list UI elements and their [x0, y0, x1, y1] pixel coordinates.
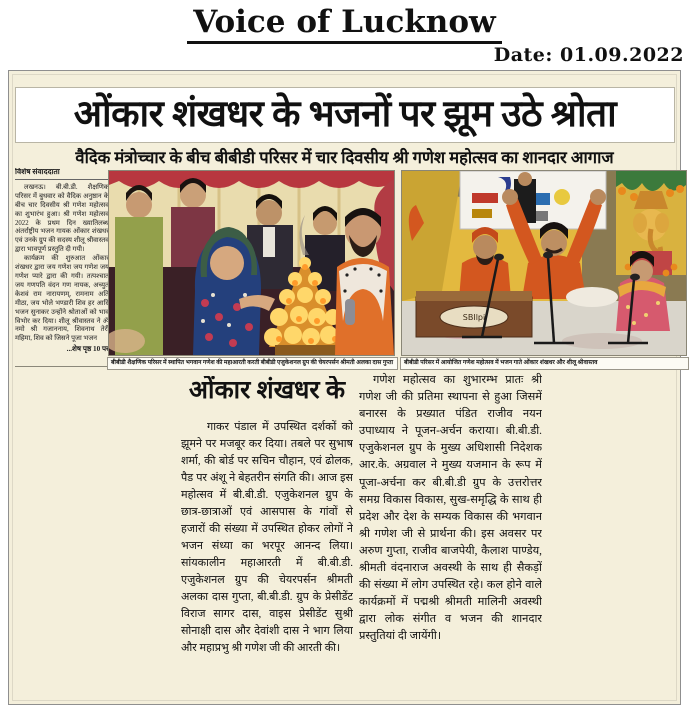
photo-singers-illustration [401, 170, 687, 356]
photo-caption-right: बीबीडी परिसर में आयोजित गणेश महोत्सव में भजन गाते ओंकार शंखधर और शीलू श्रीवास्तव [400, 357, 689, 370]
article-headline: ओंकार शंखधर के भजनों पर झूम उठे श्रोता [73, 93, 617, 135]
photo-aarti [108, 170, 395, 356]
right-column-body: गणेश महोत्सव का शुभारम्भ प्रातः श्री गणेश जी की प्रतिमा स्थापना से हुआ जिसमें बनारस के प्रख्यात पंडित राजीव नयन उपाध्याय ने पूजन-अर्चन कराया। बी.बी.डी. एजुकेशनल ग्रुप के मुख्य अधिशासी निदेशक आर.के. अग्रवाल ने मुख्य यजमान के रूप में पूजा-अर्चना कर बी.बी.डी ग्रुप के उत्तरोत्तर समग्र विकास विकास, सुख-समृद्धि के साथ ही प्रदेश और देश के सम्यक विकास की भगवान श्री गणेश जी से प्रार्थना की। इस अवसर पर अरुण गुप्ता, राजीव बाजपेयी, कैलाश पाण्डेय, श्रीमती वंदनाराज अवस्थी के साथ ही सैकड़ों की संख्या में लोग उपस्थित रहे। कल होने वाले कार्यक्रमों में पद्मश्री श्रीमती मालिनी अवस्थी द्वारा लोक संगीत व भजन की शानदार प्रस्तुतियां दी जायेंगी। [359, 374, 542, 643]
byline: विशेष संवाददाता [15, 168, 109, 180]
article-subheadline: वैदिक मंत्रोच्चार के बीच बीबीडी परिसर में चार दिवसीय श्री गणेश महोत्सव का शानदार आगाज [75, 148, 614, 167]
right-column [359, 372, 542, 702]
lead-paragraph-1: लखनऊ। बी.बी.डी. शैक्षणिक परिसर में बुधवार को वैदिक अनुष्ठान के बीच चार दिवसीय श्री गणेश महोत्सव का शुभारंभ हुआ। श्री गणेश महोत्सव 2022 के प्रथम दिन ख्यातिलब्ध अंतर्राष्ट्रीय भजन गायक ओंकार शंखधर एवं उनके ग्रुप की सदस्य शीलू श्रीवास्तव द्वारा भावपूर्ण प्रस्तुति दी गयी। [15, 183, 109, 254]
lead-column [15, 168, 109, 364]
photo-caption-left: बीबीडी शैक्षणिक परिसर में स्थापित भगवान गणेश की महाआरती करती बीबीडी एजुकेशनल ग्रुप की चेयरपर्सन श्रीमती अलका दास गुप्ता [107, 357, 398, 370]
bolster-cushion [566, 287, 618, 307]
harmonium-label: SBIlpi [462, 313, 486, 322]
headline-box [15, 87, 675, 143]
middle-column [181, 376, 353, 702]
date-label: Date: 01.09.2022 [493, 44, 684, 66]
newspaper-clipping [8, 70, 681, 705]
column-rule [15, 366, 109, 367]
masthead [0, 4, 689, 44]
section-heading: ओंकार शंखधर के [188, 377, 346, 404]
lead-paragraph-2: कार्यक्रम की शुरुआत ओंकार शंखधर द्वारा जय गणेश जय गणेश जय गणेश प्यारे द्वारा की गयी। तत्पश्चात जय गणपति वंदन गण नायक, अच्युतं केशवं राम नारायणम्, रामनाम अति मीठा, जय भोले भण्डारी शिव हर आदि भजन सुनाकर उन्होंने श्रोताओं को भाव विभोर कर दिया। शीलू श्रीवास्तव ने ॐ नमो श्री गजाननाय, शिवनाथ तेरी महिमा, शिव को जिसने पूजा भजन [15, 255, 109, 343]
publication-title: Voice of Lucknow [187, 4, 501, 44]
middle-column-body: गाकर पंडाल में उपस्थित दर्शकों को झूमने पर मजबूर कर दिया। तबले पर सुभाष शर्मा, की बोर्ड पर सचिन चौहान, एवं ढोलक, पैड पर अंशू ने बेहतरीन संगति की। आज इस महोत्सव में बी.बी.डी. एजुकेशनल ग्रुप के छात्र-छात्राओं एवं आसपास के गांवों से हजारों की संख्या में उपस्थित होकर लोगों ने भजन संध्या का भरपूर आनन्द लिया। सांयकालीन महाआरती में बी.बी.डी. एजुकेशनल ग्रुप की चेयरपर्सन श्रीमती अलका दास गुप्ता, बी.बी.डी. ग्रुप के प्रेसीडेंट विराज सागर दास, वाइस प्रेसीडेंट सुश्री सोनाक्षी दास और देवांशी दास ने भाग लिया और महाप्रभु श्री गणेश जी की आरती की। [181, 421, 353, 654]
continuation-note: ...शेष पृष्ठ 10 पर [66, 345, 109, 354]
microphone [345, 299, 355, 325]
harmonium [416, 291, 532, 337]
photo-aarti-illustration [108, 170, 395, 356]
photo-bhajan-singers [401, 170, 687, 356]
